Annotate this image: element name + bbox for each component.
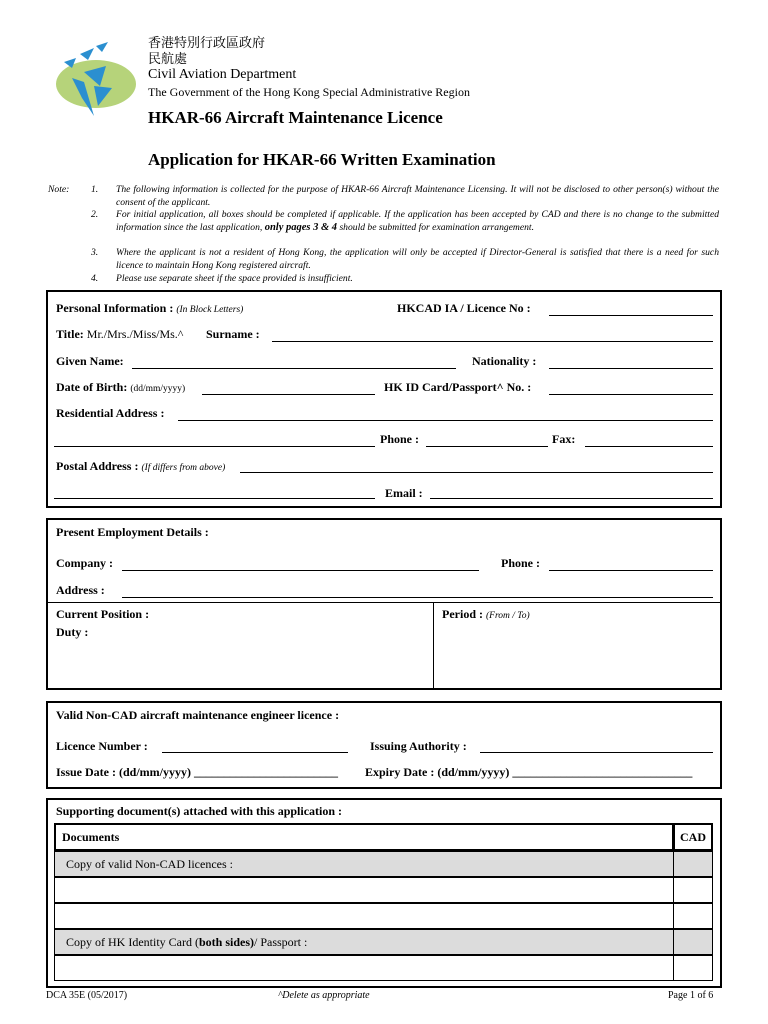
document-row-label: Copy of HK Identity Card (both sides)/ Passport : bbox=[66, 935, 308, 949]
table-row[interactable] bbox=[54, 955, 674, 981]
id-card-field[interactable] bbox=[549, 394, 713, 395]
footer-note: ^Delete as appropriate bbox=[278, 990, 370, 1001]
residential-address-label: Residential Address : bbox=[56, 406, 165, 420]
form-number: DCA 35E (05/2017) bbox=[46, 990, 128, 1001]
employment-box bbox=[46, 518, 722, 690]
documents-column-label: Documents bbox=[62, 830, 120, 844]
documents-heading: Supporting document(s) attached with this application : bbox=[56, 804, 343, 818]
expiry-date-field[interactable]: Expiry Date : (dd/mm/yyyy) ______________________________ bbox=[365, 765, 693, 779]
employment-divider bbox=[47, 602, 721, 603]
issuing-authority-label: Issuing Authority : bbox=[370, 739, 467, 753]
fax-field[interactable] bbox=[585, 446, 713, 447]
personal-information-box bbox=[46, 290, 722, 508]
phone-label: Phone : bbox=[380, 432, 419, 446]
phone-field[interactable] bbox=[426, 446, 548, 447]
table-row[interactable] bbox=[54, 877, 674, 903]
licence-heading: Valid Non-CAD aircraft maintenance engineer licence : bbox=[56, 708, 340, 722]
given-name-field[interactable] bbox=[132, 368, 456, 369]
cad-check-cell[interactable] bbox=[673, 877, 713, 903]
company-label: Company : bbox=[56, 556, 114, 570]
title-label: Title: Mr./Mrs./Miss/Ms.^ bbox=[56, 327, 184, 341]
personal-info-heading: Personal Information : (In Block Letters) bbox=[56, 301, 244, 315]
email-field[interactable] bbox=[430, 498, 713, 499]
page-number: Page 1 of 6 bbox=[668, 990, 714, 1001]
surname-label: Surname : bbox=[206, 327, 260, 341]
notes-label: Note: bbox=[48, 184, 70, 195]
cad-check-cell[interactable] bbox=[673, 903, 713, 929]
current-position-label[interactable]: Current Position : bbox=[56, 607, 150, 621]
employment-heading: Present Employment Details : bbox=[56, 525, 209, 539]
dob-field[interactable] bbox=[202, 394, 375, 395]
header-chinese-government: 香港特別行政區政府 bbox=[148, 35, 266, 50]
given-name-label: Given Name: bbox=[56, 354, 124, 368]
header-chinese-department: 民航處 bbox=[148, 51, 188, 66]
period-label[interactable]: Period : (From / To) bbox=[442, 607, 530, 621]
duty-label[interactable]: Duty : bbox=[56, 625, 89, 639]
dob-label: Date of Birth: (dd/mm/yyyy) bbox=[56, 380, 186, 394]
cad-check-cell[interactable] bbox=[673, 851, 713, 877]
residential-address-field-line2[interactable] bbox=[54, 446, 375, 447]
licence-number-label: Licence Number : bbox=[56, 739, 148, 753]
licence-no-field[interactable] bbox=[549, 315, 713, 316]
fax-label: Fax: bbox=[552, 432, 576, 446]
cad-logo-icon bbox=[54, 38, 144, 120]
cad-check-cell[interactable] bbox=[673, 929, 713, 955]
employment-column-divider bbox=[433, 602, 434, 688]
email-label: Email : bbox=[385, 486, 423, 500]
postal-address-field-line2[interactable] bbox=[54, 498, 375, 499]
surname-field[interactable] bbox=[272, 341, 713, 342]
licence-number-field[interactable] bbox=[162, 752, 348, 753]
employment-phone-field[interactable] bbox=[549, 570, 713, 571]
cad-check-cell[interactable] bbox=[673, 955, 713, 981]
licence-no-label: HKCAD IA / Licence No : bbox=[397, 301, 531, 315]
employment-address-label: Address : bbox=[56, 583, 105, 597]
header-government: The Government of the Hong Kong Special Administrative Region bbox=[148, 85, 470, 99]
form-subtitle: Application for HKAR-66 Written Examination bbox=[148, 150, 496, 169]
postal-address-field[interactable] bbox=[240, 472, 713, 473]
header-department: Civil Aviation Department bbox=[148, 67, 297, 82]
cad-column-label: CAD bbox=[680, 830, 706, 844]
employment-phone-label: Phone : bbox=[501, 556, 540, 570]
table-row[interactable] bbox=[54, 903, 674, 929]
residential-address-field[interactable] bbox=[178, 420, 713, 421]
documents-column-header bbox=[54, 823, 674, 851]
company-field[interactable] bbox=[122, 570, 479, 571]
document-row-label: Copy of valid Non-CAD licences : bbox=[66, 857, 233, 871]
postal-address-label: Postal Address : (If differs from above) bbox=[56, 459, 226, 473]
form-title: HKAR-66 Aircraft Maintenance Licence bbox=[148, 108, 443, 127]
issue-date-field[interactable]: Issue Date : (dd/mm/yyyy) ________________________ bbox=[56, 765, 338, 779]
employment-address-field[interactable] bbox=[122, 597, 713, 598]
issuing-authority-field[interactable] bbox=[480, 752, 713, 753]
id-card-label: HK ID Card/Passport^ No. : bbox=[384, 380, 532, 394]
nationality-label: Nationality : bbox=[472, 354, 537, 368]
nationality-field[interactable] bbox=[549, 368, 713, 369]
